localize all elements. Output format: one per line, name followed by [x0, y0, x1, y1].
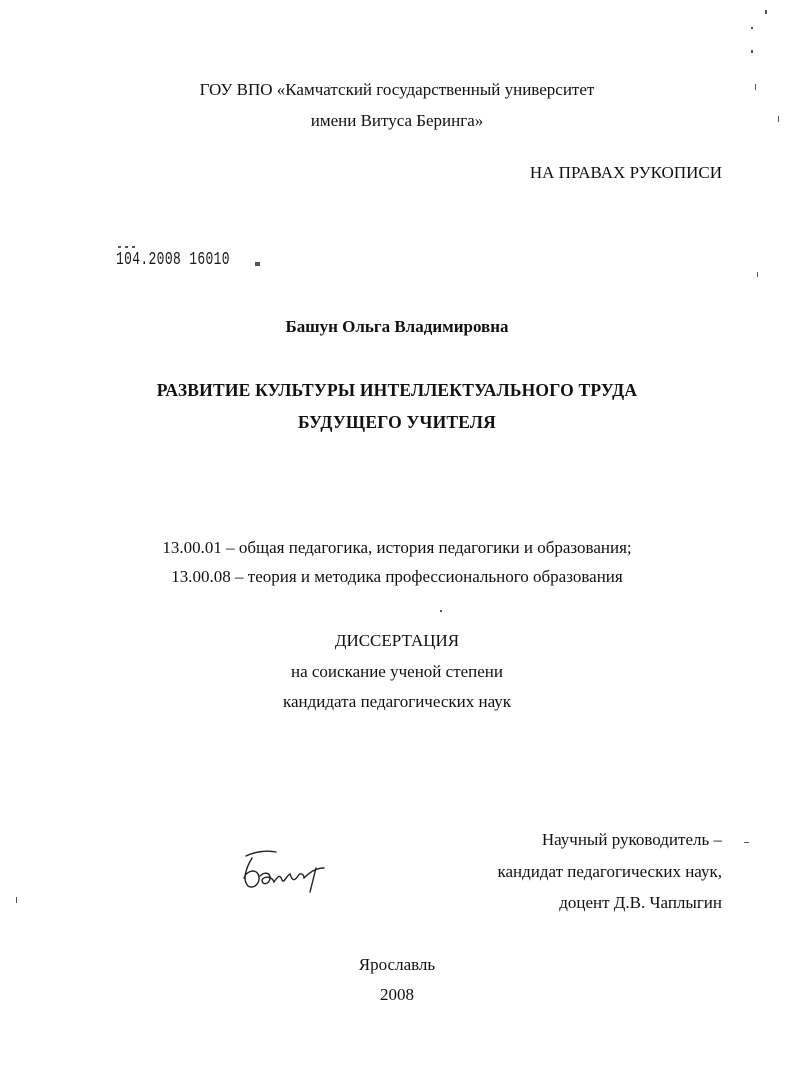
- institution-line-2: имени Витуса Беринга»: [310, 111, 484, 130]
- author-name: Башун Ольга Владимировна: [285, 317, 509, 336]
- stamp-mark: [255, 262, 260, 266]
- specialty-2: 13.00.08 – теория и методика профессионального образования: [171, 567, 623, 586]
- stamp-mark: [125, 246, 128, 248]
- specialty-1: 13.00.01 – общая педагогика, история педагогики и образования;: [162, 538, 632, 557]
- scan-speck: [751, 27, 753, 29]
- scan-speck: [440, 610, 442, 612]
- author-signature: [232, 846, 342, 896]
- advisor-line-3: доцент Д.В. Чаплыгин: [559, 893, 722, 912]
- year: 2008: [380, 985, 414, 1004]
- stamp-mark: [118, 246, 121, 248]
- dissertation-title-line-2: БУДУЩЕГО УЧИТЕЛЯ: [298, 412, 496, 432]
- manuscript-note: НА ПРАВАХ РУКОПИСИ: [529, 163, 722, 182]
- scan-speck: [744, 842, 749, 843]
- dissertation-title-line-1: РАЗВИТИЕ КУЛЬТУРЫ ИНТЕЛЛЕКТУАЛЬНОГО ТРУДА: [156, 380, 638, 400]
- scan-speck: [751, 50, 753, 53]
- stamp-mark: [132, 246, 135, 248]
- scan-speck: [755, 84, 756, 90]
- degree-line-1: на соискание ученой степени: [290, 662, 504, 681]
- advisor-line-1: Научный руководитель –: [541, 830, 722, 849]
- scan-speck: [757, 272, 758, 277]
- institution-line-1: ГОУ ВПО «Камчатский государственный университет: [199, 80, 595, 99]
- scan-speck: [765, 10, 767, 14]
- degree-type: ДИССЕРТАЦИЯ: [334, 631, 460, 650]
- scan-speck: [16, 897, 17, 903]
- scan-speck: [778, 116, 779, 122]
- advisor-line-2: кандидат педагогических наук,: [497, 862, 722, 881]
- catalog-stamp: 104.2008 16010: [116, 250, 230, 270]
- city: Ярославль: [358, 955, 436, 974]
- degree-line-2: кандидата педагогических наук: [282, 692, 512, 711]
